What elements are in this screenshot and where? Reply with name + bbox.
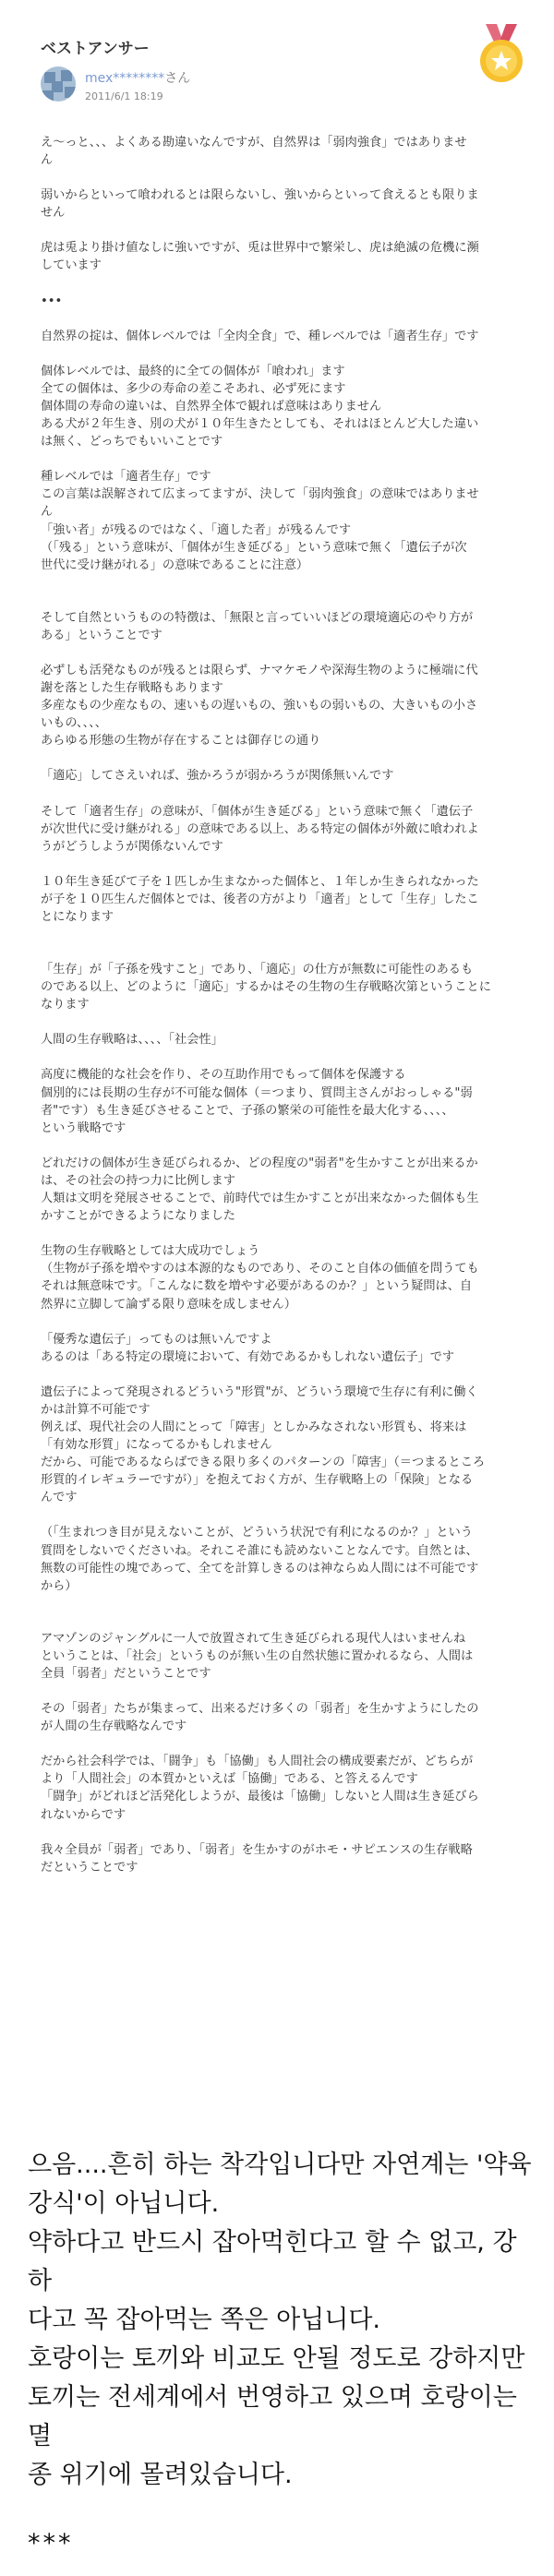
answer-line: が次世代に受け継がれる」の意味である以上、ある特定の個体が外敵に喰われよ <box>41 821 479 836</box>
answer-line: より「人間社会」の本質かといえば「協働」である、と答えるんです <box>41 1772 418 1787</box>
answer-line: 「有効な形質」になってるかもしれません <box>41 1438 272 1453</box>
answer-line: 人類は文明を発展させることで、前時代では生かすことが出来なかった個体も生 <box>41 1192 479 1206</box>
answer-paragraph <box>41 1524 528 1594</box>
answer-line: 「強い者」が残るのではなく、「適した者」が残るんです <box>41 522 352 537</box>
answer-line: が子を１０匹生んだ個体とでは、後者の方がより「適者」として「生存」したこ <box>41 892 479 906</box>
answer-line: 謝を落とした生存戦略もあります <box>41 681 223 696</box>
answer-paragraph <box>41 767 528 785</box>
answer-line: かは計算不可能です <box>41 1402 151 1417</box>
answer-line: 者"です）も生き延びさせることで、子孫の繁栄の可能性を最大化する、、、、 <box>41 1103 454 1118</box>
answer-line: 世代に受け継がれる」の意味であることに注意） <box>41 557 309 572</box>
answer-line: （生物が子孫を増やすのは本源的なものであり、そのこと自体の価値を問うても <box>41 1262 479 1276</box>
user-name-text: mex******** <box>85 71 165 86</box>
answer-paragraph <box>41 803 528 856</box>
answer-line: なります <box>41 998 90 1012</box>
answer-line: ••• <box>41 294 63 308</box>
answer-line: だから社会科学では、「闘争」も「協働」も人間社会の構成要素だが、どちらが <box>41 1755 474 1769</box>
answer-line: ん <box>41 153 54 168</box>
answer-line: 弱いからといって喰われるとは限らないし、強いからといって食えるとも限りま <box>41 188 479 203</box>
answer-line: 我々全員が「弱者」であり、「弱者」を生かすのがホモ・サピエンスの生存戦略 <box>41 1842 473 1857</box>
answer-paragraph <box>41 961 528 1013</box>
answer-line: この言葉は誤解されて広まってますが、決して「弱肉強食」の意味ではありませ <box>41 487 479 502</box>
answer-paragraph <box>41 328 528 345</box>
answer-line: 人間の生存戦略は、、、、「社会性」 <box>41 1033 223 1048</box>
answer-line: 遺伝子によって発現されるどういう"形質"が、どういう環境で生存に有利に働く <box>41 1384 478 1399</box>
answer-line: どれだけの個体が生き延びられるか、どの程度の"弱者"を生かすことが出来るか <box>41 1156 478 1170</box>
answer-line: かすことができるようになりました <box>41 1209 235 1224</box>
answer-paragraph <box>41 1242 528 1312</box>
answer-header <box>0 0 554 120</box>
answer-line: 全員「弱者」だということです <box>41 1667 211 1681</box>
answer-line: 多産なもの少産なもの、速いもの遅いもの、強いもの弱いもの、大きいもの小さ <box>41 699 478 713</box>
answer-line: ある」ということです <box>41 628 163 642</box>
answer-line: ある犬が２年生き、別の犬が１０年生きたとしても、それはほとんど大した違い <box>41 417 479 432</box>
answer-line: 全ての個体は、多少の寿命の差こそあれ、必ず死にます <box>41 381 346 396</box>
answer-paragraph <box>41 873 528 926</box>
translation-line: 으음....흔히 하는 착각입니다만 자연계는 '약육 <box>28 2151 532 2179</box>
answer-line: のである以上、どのように「適応」するかはその生物の生存戦略次第ということに <box>41 980 491 995</box>
answer-line: （「生まれつき目が見えないことが、どういう状況で有利になるのか？」という <box>41 1526 473 1540</box>
answer-line: ん <box>41 505 54 520</box>
answer-line: それは無意味です。「こんなに数を増やす必要があるのか？」という疑問は、自 <box>41 1279 473 1294</box>
answer-line: とになります <box>41 910 114 924</box>
answer-line: アマゾンのジャングルに一人で放置されて生き延びられる現代人はいませんね <box>41 1631 466 1646</box>
answer-line: うがどうしようが関係ないんです <box>41 839 223 854</box>
answer-paragraph <box>41 1155 528 1225</box>
answer-paragraph <box>41 1630 528 1683</box>
answer-line: から） <box>41 1578 78 1593</box>
user-suffix: さん <box>164 71 191 86</box>
answer-paragraph <box>41 468 528 574</box>
answer-line: 種レベルでは「適者生存」です <box>41 470 211 485</box>
answer-line: 形質的イレギュラーですが）」を抱えておく方が、生存戦略上の「保険」となる <box>41 1473 474 1488</box>
answer-line: 生物の生存戦略としては大成功でしょう <box>41 1244 260 1259</box>
answer-line: 質問をしないでくださいね。それこそ誰にも読めないことなんです。自然とは、 <box>41 1543 478 1558</box>
answer-paragraph <box>41 134 528 169</box>
answer-paragraph <box>41 1331 528 1366</box>
answer-line: 「優秀な遺伝子」ってものは無いんですよ <box>41 1332 272 1347</box>
answer-paragraph <box>41 662 528 749</box>
answer-line: その「弱者」たちが集まって、出来るだけ多くの「弱者」を生かすようにしたの <box>41 1702 479 1717</box>
answer-line: 「闘争」がどれほど活発化しようが、最後は「協働」しないと人間は生き延びら <box>41 1790 479 1804</box>
answer-line: 個体間の寿命の違いは、自然界全体で観れば意味はありません <box>41 399 382 413</box>
translation-line: 토끼는 전세계에서 번영하고 있으며 호랑이는 멸 <box>28 2383 517 2450</box>
answer-line: そして自然というものの特徴は、「無限と言っていいほどの環境適応のやり方が <box>41 610 474 625</box>
answer-line: え～っと、、、よくある勘違いなんですが、自然界は「弱肉強食」ではありませ <box>41 136 467 150</box>
answer-paragraph <box>41 1384 528 1507</box>
answer-line: ということは、「社会」というものが無い生の自然状態に置かれるなら、人間は <box>41 1648 474 1663</box>
answer-paragraph <box>41 609 528 644</box>
answer-paragraph <box>41 363 528 450</box>
answer-line: 無数の可能性の塊であって、全てを計算しきるのは神ならぬ人間には不可能です <box>41 1561 479 1576</box>
answer-paragraph <box>41 1841 528 1876</box>
korean-translation <box>28 2146 536 2495</box>
answer-paragraph <box>41 1753 528 1823</box>
answer-paragraph <box>41 1066 528 1136</box>
answer-line: 高度に機能的な社会を作り、その互助作用でもって個体を保護する <box>41 1068 406 1083</box>
answer-paragraph <box>41 1700 528 1735</box>
answer-line: 「生存」が「子孫を残すこと」であり、「適応」の仕方が無数に可能性のあるも <box>41 963 474 977</box>
translation-line: 호랑이는 토끼와 비교도 안될 정도로 강하지만 <box>28 2344 525 2373</box>
answer-line: 虎は兎より掛け値なしに強いですが、兎は世界中で繁栄し、虎は絶滅の危機に瀕 <box>41 241 479 256</box>
section-separator: *** <box>28 2529 74 2558</box>
answer-line: そして「適者生存」の意味が、「個体が生き延びる」という意味で無く「遺伝子 <box>41 804 474 819</box>
answer-line: だということです <box>41 1860 138 1875</box>
answer-line: 必ずしも活発なものが残るとは限らず、ナマケモノや深海生物のように極端に代 <box>41 663 478 677</box>
answer-line: が人間の生存戦略なんです <box>41 1719 187 1734</box>
answer-line: だから、可能であるならばできる限り多くのパターンの「障害」（＝つまるところ <box>41 1456 486 1470</box>
answer-date: 2011/6/1 18:19 <box>85 90 163 102</box>
answer-paragraph <box>41 239 528 274</box>
answer-paragraph <box>41 1031 528 1048</box>
answer-line: （「残る」という意味が、「個体が生き延びる」という意味で無く「遺伝子が次 <box>41 540 467 555</box>
answer-paragraph <box>41 186 528 222</box>
answer-line: 個別的には長期の生存が不可能な個体（＝つまり、質問主さんがおっしゃる"弱 <box>41 1085 473 1100</box>
answer-line: は無く、どっちでもいいことです <box>41 435 223 449</box>
translation-line: 다고 꼭 잡아먹는 쪽은 아닙니다. <box>28 2306 380 2334</box>
answer-line: あらゆる形態の生物が存在することは御存じの通り <box>41 734 321 749</box>
answer-line: 然界に立脚して論ずる限り意味を成しません） <box>41 1297 296 1312</box>
answer-line: しています <box>41 258 102 273</box>
answer-line: いもの、、、、 <box>41 716 107 731</box>
answer-line: せん <box>41 206 66 221</box>
answer-line: という戦略です <box>41 1120 126 1135</box>
answer-paragraph <box>41 293 528 310</box>
translation-line: 강식'이 아닙니다. <box>28 2189 220 2218</box>
best-answer-title: ベストアンサー <box>41 40 150 58</box>
answer-line: 「適応」してさえいれば、強かろうが弱かろうが関係無いんです <box>41 769 394 784</box>
medal-icon <box>476 24 526 85</box>
avatar <box>41 66 76 102</box>
answer-body <box>41 116 528 1876</box>
answer-line: れないからです <box>41 1807 126 1822</box>
answer-line: 例えば、現代社会の人間にとって「障害」としかみなされない形質も、将来は <box>41 1420 467 1434</box>
answer-line: あるのは「ある特定の環境において、有効であるかもしれない遺伝子」です <box>41 1349 455 1364</box>
answer-line: んです <box>41 1491 78 1505</box>
answer-line: 自然界の掟は、個体レベルでは「全肉全食」で、種レベルでは「適者生存」です <box>41 329 479 343</box>
answer-line: １０年生き延びて子を１匹しか生まなかった個体と、１年しか生きられなかった <box>41 874 479 889</box>
answer-line: 個体レベルでは、最終的に全ての個体が「喰われ」ます <box>41 364 345 378</box>
translation-line: 약하다고 반드시 잡아먹힌다고 할 수 없고, 강하 <box>28 2228 517 2295</box>
answer-line: は、その社会の持つ力に比例します <box>41 1173 235 1188</box>
user-name[interactable] <box>85 68 190 87</box>
translation-paragraph <box>28 2146 536 2495</box>
translation-line: 종 위기에 몰려있습니다. <box>28 2461 293 2489</box>
